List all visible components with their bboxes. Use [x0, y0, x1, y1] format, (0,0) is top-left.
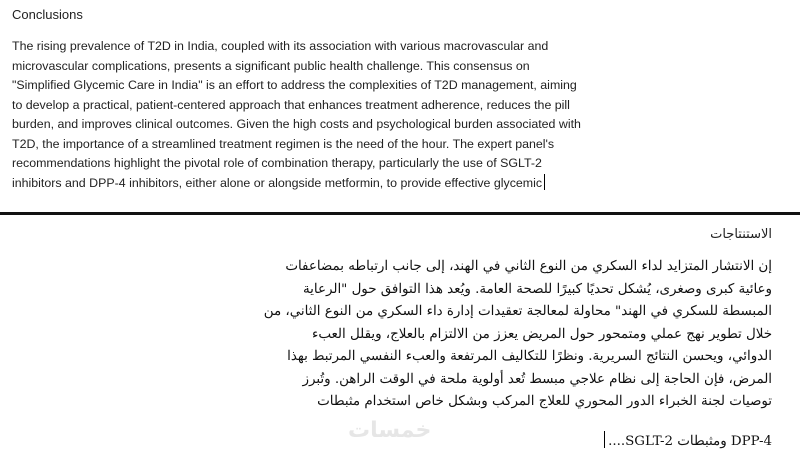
arabic-line-7: توصيات لجنة الخبراء الدور المحوري للعلاج المركب وبشكل خاص استخدام مثبطات [317, 394, 772, 409]
arabic-line-6: المرض، فإن الحاجة إلى نظام علاجي مبسط تُعد أولوية ملحة في الوقت الراهن. وتُبرز [302, 371, 772, 387]
text-cursor [544, 174, 545, 190]
arabic-last-line [604, 431, 772, 452]
arabic-line-1: إن الانتشار المتزايد لداء السكري من النوع الثاني في الهند، إلى جانب ارتباطه بمضاعفات [285, 259, 772, 274]
watermark-logo: خمسات [348, 418, 432, 443]
english-document-pane[interactable] [0, 0, 800, 212]
arabic-line-2: وعائية كبرى وصغرى، يُشكل تحديًا كبيرًا للصحة العامة. ويُعد هذا التوافق حول "الرعاية [303, 281, 772, 297]
english-paragraph[interactable] [12, 37, 662, 193]
arabic-paragraph[interactable] [232, 256, 772, 414]
english-line-6: T2D, the importance of a streamlined treatment regimen is the need of the hour. The expert panel's [12, 136, 555, 151]
arabic-last-line-text: DPP-4 ومثبطات SGLT-2.... [608, 434, 772, 449]
text-cursor-arabic [604, 431, 605, 448]
arabic-heading: الاستنتاجات [710, 227, 772, 242]
arabic-line-3: المبسطة للسكري في الهند" محاولة لمعالجة تعقيدات إدارة داء السكري من النوع الثاني، من [263, 304, 772, 319]
english-line-5: burden, and improves clinical outcomes. Given the high costs and psychological burden associated with [12, 117, 581, 131]
english-line-3: "Simplified Glycemic Care in India" is an effort to address the complexities of T2D management, aiming [12, 78, 577, 92]
arabic-line-4: خلال تطوير نهج عملي ومتمحور حول المريض يعزز من الالتزام بالعلاج، ويقلل العبء [312, 326, 772, 342]
english-line-8: inhibitors and DPP-4 inhibitors, either alone or alongside metformin, to provide effective glycemic [12, 175, 543, 190]
arabic-document-pane[interactable] [0, 215, 800, 460]
english-line-7: recommendations highlight the pivotal role of combination therapy, particularly the use of SGLT-2 [12, 156, 542, 170]
arabic-line-5: الدوائي، ويحسن النتائج السريرية. ونظرًا للتكاليف المرتفعة والعبء النفسي المرتبط بهذا [287, 349, 772, 364]
english-heading: Conclusions [12, 7, 83, 22]
english-line-2: microvascular complications, presents a significant public health challenge. This consensus on [12, 58, 530, 73]
english-line-1: The rising prevalence of T2D in India, coupled with its association with various macrovascular and [12, 39, 549, 53]
english-line-4: to develop a practical, patient-centered approach that enhances treatment adherence, reduces the pill [12, 97, 570, 112]
english-line-8-wrap [12, 174, 662, 194]
